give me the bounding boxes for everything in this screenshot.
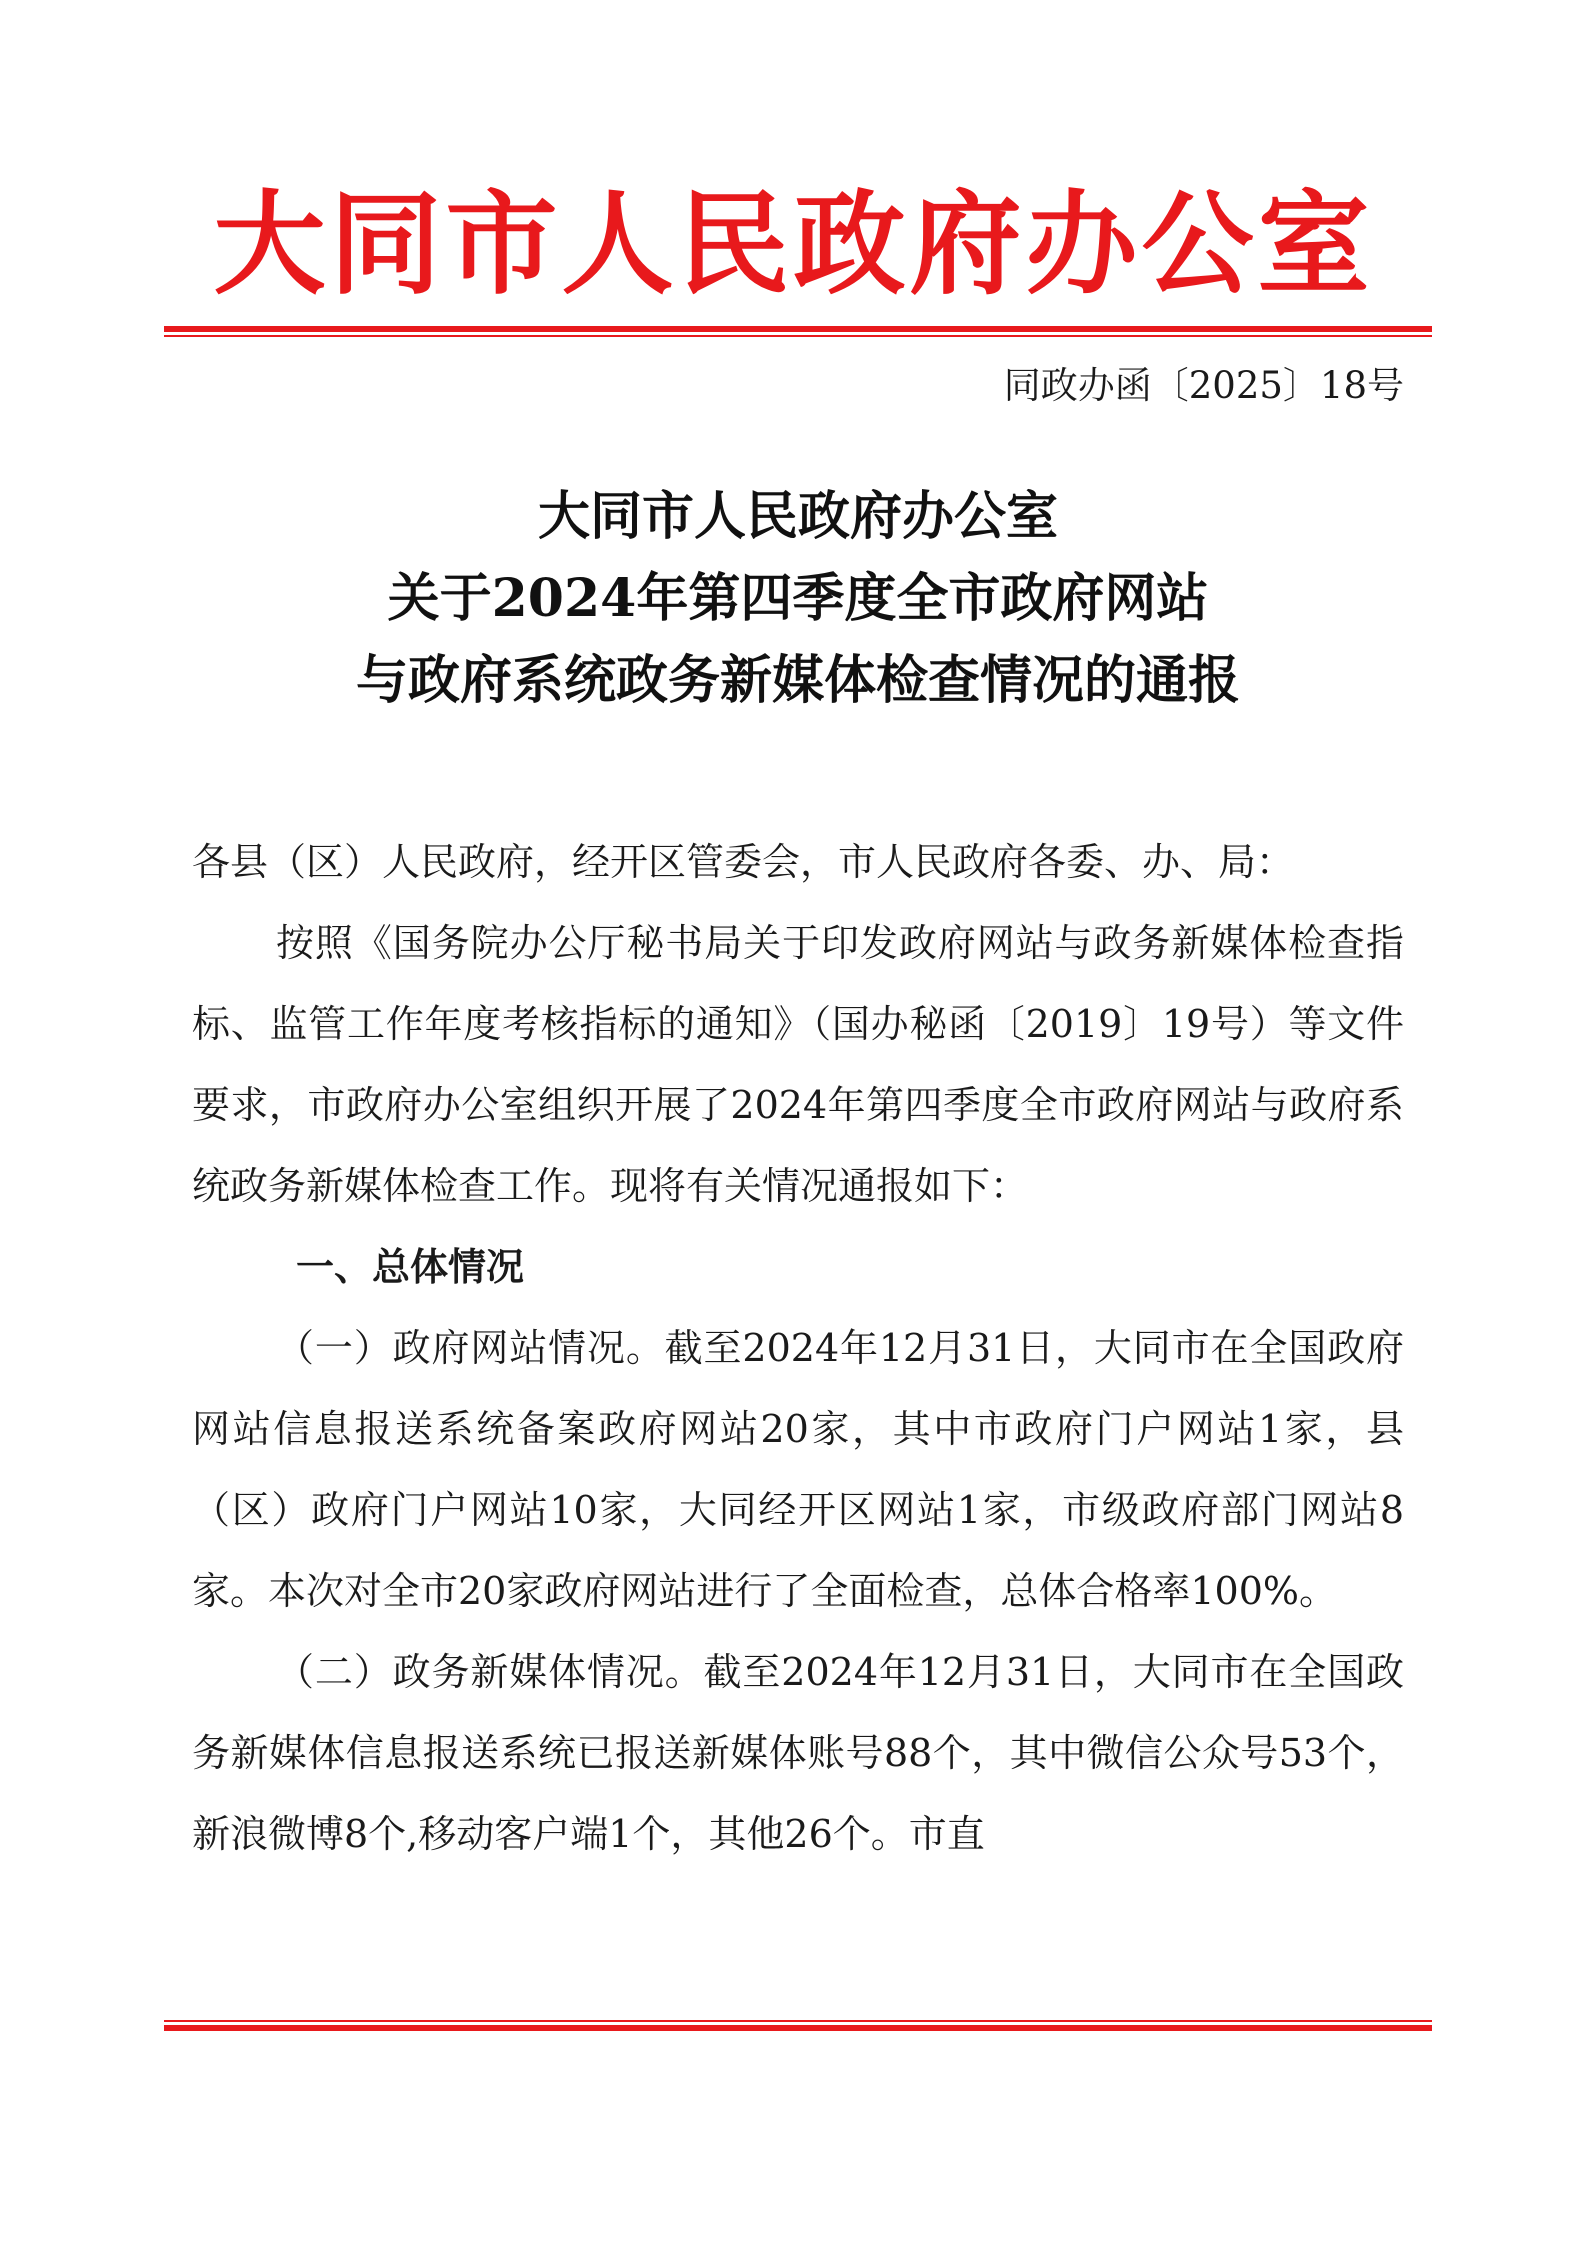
red-double-rule-top [164, 326, 1432, 337]
masthead-organization: 大同市人民政府办公室 [213, 179, 1374, 310]
document-number: 同政办函〔2025〕18号 [1003, 364, 1404, 407]
paragraph-new-media: （二）政务新媒体情况。截至2024年12月31日，大同市在全国政务新媒体信息报送系统已报送新媒体账号88个，其中微信公众号53个，新浪微博8个,移动客户端1个，其他26个。市直 [192, 1650, 1404, 1856]
title-line-1: 大同市人民政府办公室 [537, 486, 1058, 547]
document-body [192, 822, 1404, 1875]
document-title [164, 476, 1432, 722]
title-line-2: 关于2024年第四季度全市政府网站 [387, 568, 1209, 629]
section-heading-overview: 一、总体情况 [296, 1245, 525, 1289]
title-line-3: 与政府系统政务新媒体检查情况的通报 [355, 650, 1240, 711]
addressee: 各县（区）人民政府，经开区管委会，市人民政府各委、办、局： [192, 840, 1295, 884]
red-double-rule-bottom [164, 2020, 1432, 2031]
intro-paragraph: 按照《国务院办公厅秘书局关于印发政府网站与政务新媒体检查指标、监管工作年度考核指标的通知》（国办秘函〔2019〕19号）等文件要求，市政府办公室组织开展了2024年第四季度全市政府网站与政府系统政务新媒体检查工作。现将有关情况通报如下： [192, 921, 1404, 1208]
paragraph-websites: （一）政府网站情况。截至2024年12月31日，大同市在全国政府网站信息报送系统备案政府网站20家，其中市政府门户网站1家，县（区）政府门户网站10家，大同经开区网站1家，市级政府部门网站8家。本次对全市20家政府网站进行了全面检查，总体合格率100%。 [192, 1326, 1404, 1613]
